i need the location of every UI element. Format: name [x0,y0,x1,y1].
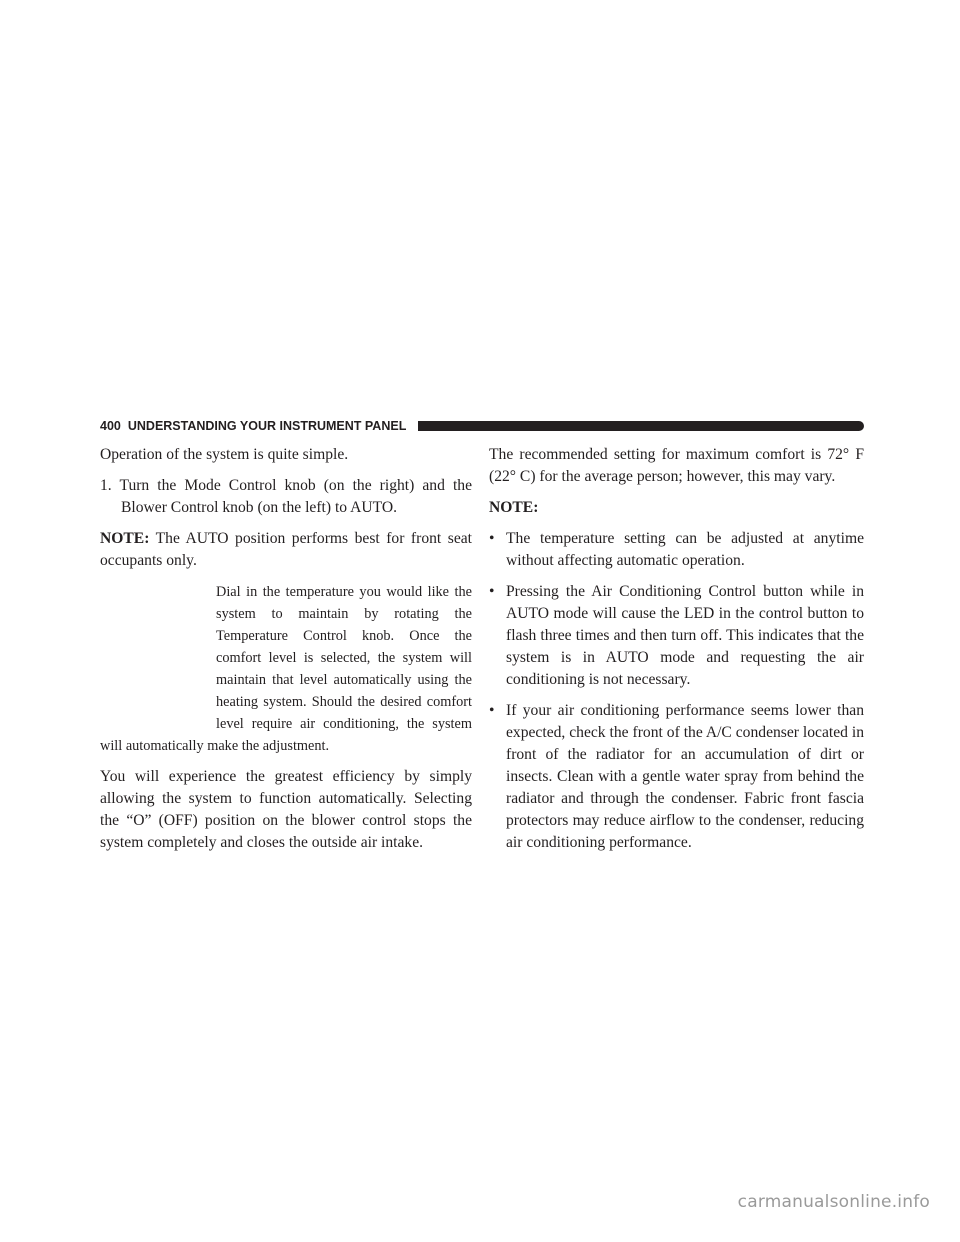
note-text: The AUTO position performs best for front seat occupants only. [100,530,472,569]
dial-paragraph: Dial in the temperature you would like the system to maintain by rotating the Temperature Control knob. Once the comfort level is selected, the system will maintain that level automatically using the heating system. Should the desired comfort level require air conditioning, the system will automatically make the adjustment. [100,584,472,754]
right-column [489,444,864,854]
intro-paragraph: Operation of the system is quite simple. [100,446,349,463]
note-auto-position [100,528,472,572]
step-1: 1. Turn the Mode Control knob (on the right) and the Blower Control knob (on the left) to AUTO. [100,477,472,516]
figure-space [100,581,216,735]
efficiency-paragraph: You will experience the greatest efficiency by simply allowing the system to function automatically. Selecting the “O” (OFF) position on the blower control stops the system completely and closes the outside air intake. [100,768,472,851]
header-rule [418,421,864,431]
section-title: UNDERSTANDING YOUR INSTRUMENT PANEL [127,419,407,433]
bullet-text: The temperature setting can be adjusted at anytime without affecting automatic operation. [506,530,864,569]
header-text [100,418,406,434]
note-label: NOTE: [100,530,150,547]
dial-block [100,581,472,757]
bullet-mark: • [489,583,495,600]
page-header [100,418,864,434]
bullet-item [489,700,864,854]
bullet-text: If your air conditioning performance seems lower than expected, check the front of the A/C condenser located in front of the radiator for an accumulation of dirt or insects. Clean with a gentle water spray from behind the radiator and through the condenser. Fabric front fascia protectors may reduce airflow to the condenser, reducing air conditioning performance. [506,702,864,851]
recommended-setting-paragraph: The recommended setting for maximum comfort is 72° F (22° C) for the average person; however, this may vary. [489,446,864,485]
bullet-text: Pressing the Air Conditioning Control button while in AUTO mode will cause the LED in the control button to flash three times and then turn off. This indicates that the system is in AUTO mode and requesting the air conditioning is not necessary. [506,583,864,688]
watermark: carmanualsonline.info [737,1192,930,1212]
bullet-mark: • [489,530,495,547]
page-number: 400 [100,419,121,433]
bullet-item [489,581,864,691]
bullet-mark: • [489,702,495,719]
bullet-item [489,528,864,572]
note-heading: NOTE: [489,499,539,516]
left-column [100,444,472,854]
